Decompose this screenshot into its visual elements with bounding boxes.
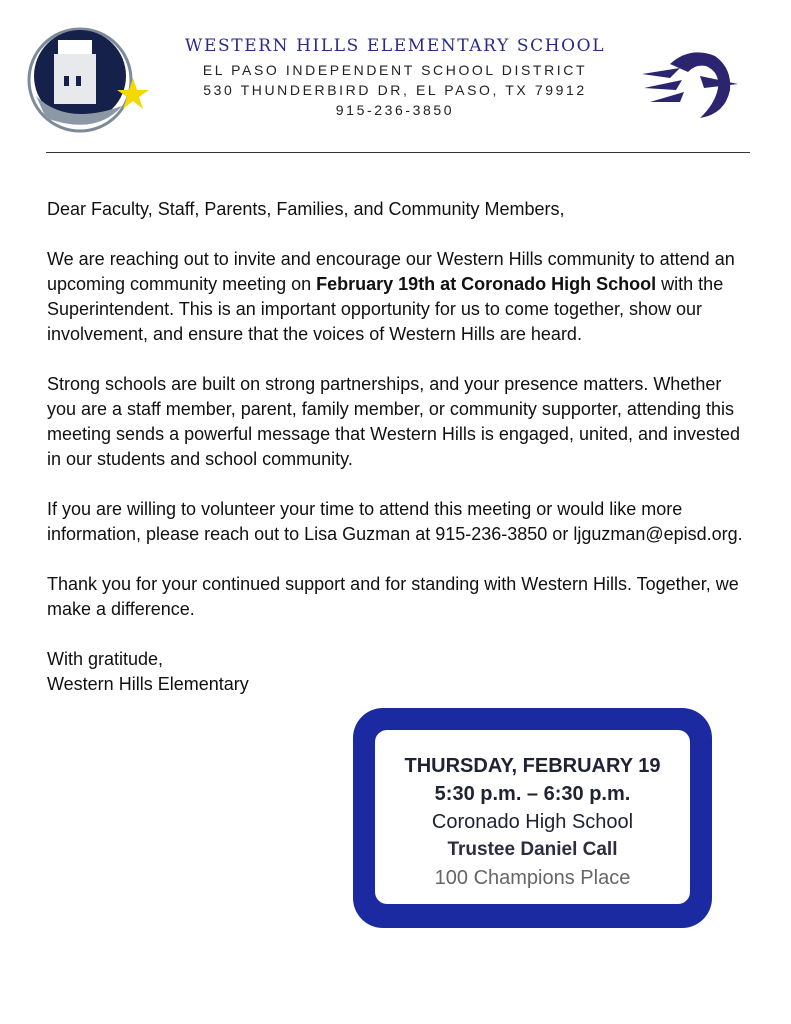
event-details-card — [375, 730, 690, 904]
school-phone: 915-236-3850 — [335, 102, 455, 118]
paragraph-invitation — [47, 247, 752, 347]
header-divider — [46, 152, 750, 153]
district-name: EL PASO INDEPENDENT SCHOOL DISTRICT — [202, 62, 588, 78]
paragraph-thanks: Thank you for your continued support and for standing with Western Hills. Together, we make a difference. — [47, 574, 739, 619]
event-details-box — [353, 708, 712, 928]
paragraph-volunteer: If you are willing to volunteer your time to attend this meeting or would like more information, please reach out to Lisa Guzman at 915-236-3850 or ljguzman@episd.org. — [47, 499, 743, 544]
signature: Western Hills Elementary — [47, 674, 249, 694]
closing: With gratitude, — [47, 649, 164, 669]
school-logo — [26, 26, 150, 136]
school-name: WESTERN HILLS ELEMENTARY SCHOOL — [184, 36, 606, 56]
event-time: 5:30 p.m. – 6:30 p.m. — [434, 783, 631, 805]
event-address: 100 Champions Place — [434, 867, 631, 889]
invitation-text: We are reaching out to invite and encourage our Western Hills community to attend an upcoming community meeting on — [47, 249, 735, 294]
salutation: Dear Faculty, Staff, Parents, Families, and Community Members, — [47, 199, 565, 219]
letter-body — [47, 197, 752, 697]
invitation-text-end: with the Superintendent. This is an important opportunity for us to come together, show our involvement, and ensure that the voices of Western Hills are heard. — [47, 274, 724, 344]
school-address: 530 THUNDERBIRD DR, EL PASO, TX 79912 — [203, 82, 587, 98]
event-location: Coronado High School — [431, 811, 634, 833]
mascot-logo — [640, 44, 740, 120]
event-trustee: Trustee Daniel Call — [447, 839, 618, 860]
paragraph-partnerships: Strong schools are built on strong partnerships, and your presence matters. Whether you are a staff member, parent, family member, or community supporter, attending this meeting sends a powerful message that Western Hills is engaged, united, and invested in our students and school community. — [47, 374, 741, 469]
meeting-date-location: February 19th at Coronado High School — [316, 274, 657, 294]
event-date: THURSDAY, FEBRUARY 19 — [404, 755, 661, 777]
